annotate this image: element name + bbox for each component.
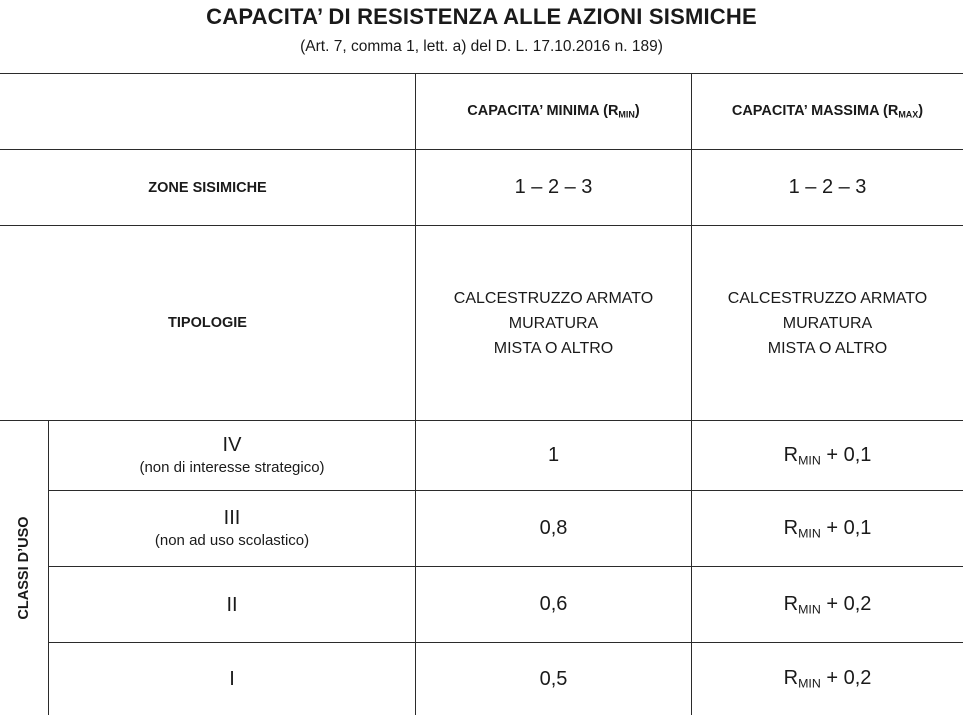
class-row-i-min: 0,5 [539,667,568,690]
typologies-label: TIPOLOGIE [168,315,247,331]
typology-item: MISTA O ALTRO [767,339,888,357]
class-row-iii-min: 0,8 [539,517,568,539]
typologies-min-list [416,226,691,420]
class-numeral: I [229,668,235,690]
class-row-iv-max: $R_{MIN} + 0,1$ [783,443,872,468]
class-note: (non ad uso scolastico) [154,531,310,549]
zones-label: ZONE SISIMICHE [148,179,267,196]
zones-min-value: 1 – 2 – 3 [514,176,593,198]
classes-label: CLASSI D’USO [16,516,32,620]
typology-item: MISTA O ALTRO [493,339,614,357]
classes-label-cell [0,420,48,715]
typology-item: MURATURA [508,314,599,332]
typology-item: MURATURA [782,314,873,332]
class-row-iii-max: $R_{MIN} + 0,1$ [783,516,872,541]
typologies-max-list [692,226,963,420]
class-row-iv-min: 1 [547,444,560,466]
typology-item: CALCESTRUZZO ARMATO [727,289,928,307]
class-row-ii-min: 0,6 [539,593,568,615]
class-row-i-label [49,643,415,715]
class-note: (non di interesse strategico) [139,458,325,476]
class-row-i-max: $R_{MIN} + 0,2$ [783,667,872,691]
zones-max-value: 1 – 2 – 3 [788,176,867,198]
document-subtitle: (Art. 7, comma 1, lett. a) del D. L. 17.10.2016 n. 189) [300,38,663,55]
document-title: CAPACITA’ DI RESISTENZA ALLE AZIONI SISMICHE [206,4,757,29]
class-numeral: III [223,506,241,529]
header-capacity-min: CAPACITA’ MINIMA $(R_{MIN})$ [467,103,640,120]
header-capacity-max: CAPACITA’ MASSIMA $(R_{MAX})$ [731,103,924,120]
class-row-ii-label [49,567,415,642]
class-row-ii-max: $R_{MIN} + 0,2$ [783,592,872,617]
class-numeral: IV [222,433,242,456]
typology-item: CALCESTRUZZO ARMATO [453,289,654,307]
class-row-iii-label [49,491,415,566]
class-numeral: II [226,593,238,616]
class-row-iv-label [49,421,415,490]
